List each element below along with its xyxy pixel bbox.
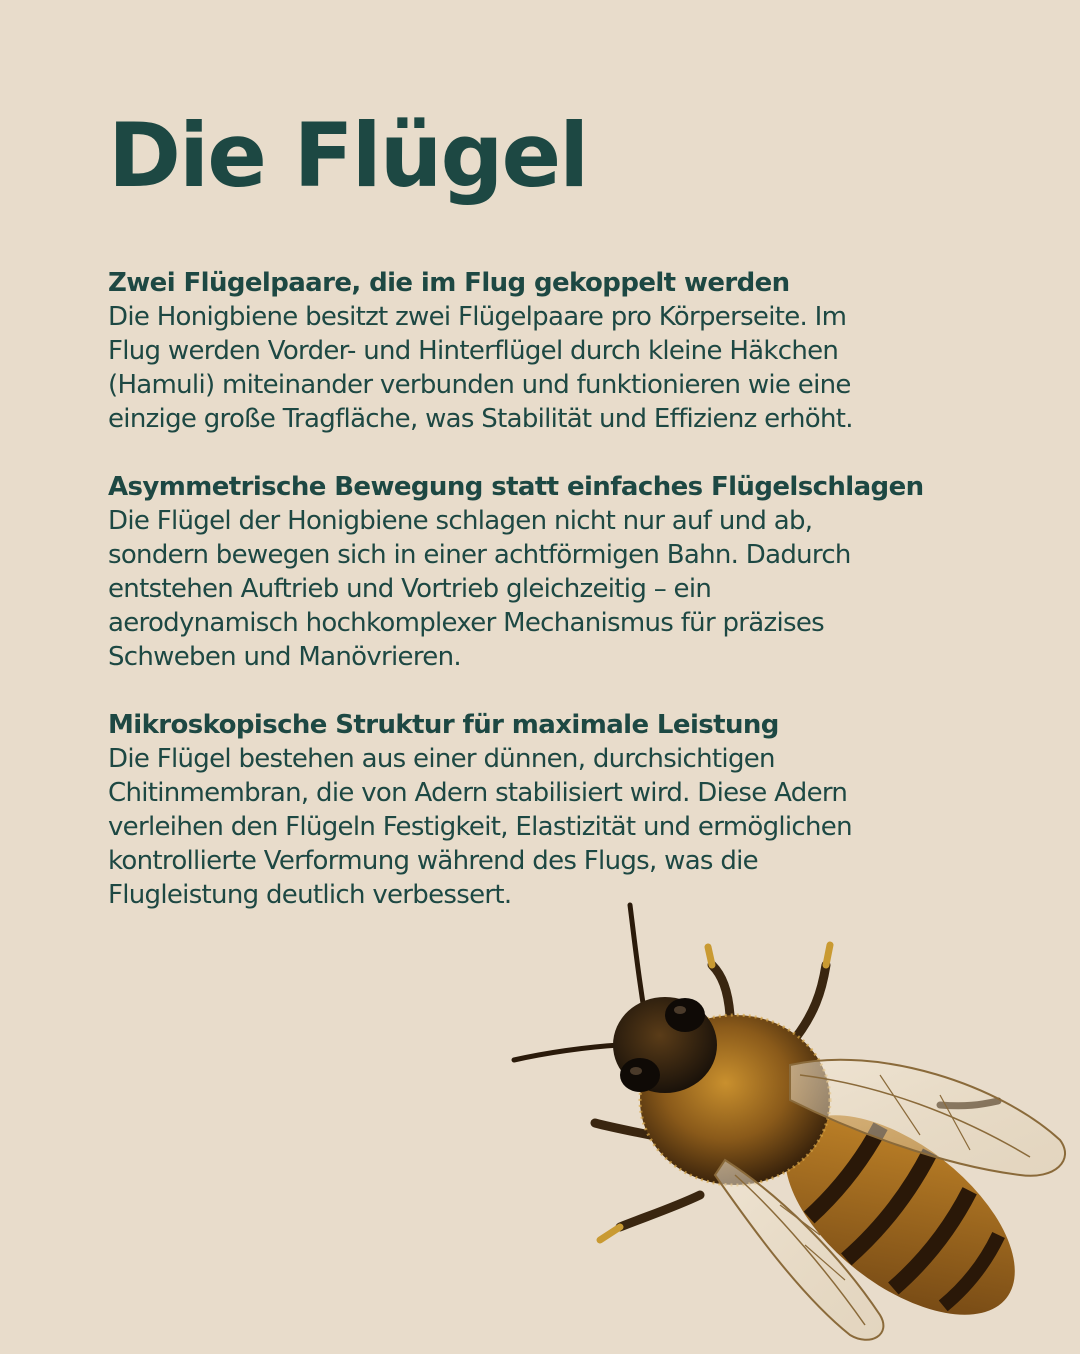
page-title: Die Flügel [108,104,588,207]
section-text [108,742,988,912]
text-line: Die Flügel der Honigbiene schlagen nicht nur auf und ab, [108,506,813,536]
section-wing-pairs [108,266,988,436]
section-text [108,300,988,436]
text-line: Die Flügel bestehen aus einer dünnen, durchsichtigen [108,744,775,774]
section-asymmetric-motion [108,470,988,674]
text-line: Die Honigbiene besitzt zwei Flügelpaare pro Körperseite. Im [108,302,847,332]
section-text [108,504,988,674]
text-line: Chitinmembran, die von Adern stabilisiert wird. Diese Adern [108,778,848,808]
section-heading: Mikroskopische Struktur für maximale Leistung [108,710,779,740]
text-line: einzige große Tragfläche, was Stabilität und Effizienz erhöht. [108,404,853,434]
content-body [108,266,988,946]
text-line: Flug werden Vorder- und Hinterflügel durch kleine Häkchen [108,336,839,366]
text-line: entstehen Auftrieb und Vortrieb gleichzeitig – ein [108,574,712,604]
honeybee-illustration-icon [500,895,1080,1350]
section-heading: Zwei Flügelpaare, die im Flug gekoppelt werden [108,268,790,298]
text-line: kontrollierte Verformung während des Flugs, was die [108,846,758,876]
section-microstructure [108,708,988,912]
text-line: sondern bewegen sich in einer achtförmigen Bahn. Dadurch [108,540,851,570]
text-line: aerodynamisch hochkomplexer Mechanismus für präzises [108,608,824,638]
text-line: Schweben und Manövrieren. [108,642,461,672]
text-line: verleihen den Flügeln Festigkeit, Elastizität und ermöglichen [108,812,852,842]
section-heading: Asymmetrische Bewegung statt einfaches Flügelschlagen [108,472,924,502]
text-line: Flugleistung deutlich verbessert. [108,880,512,910]
text-line: (Hamuli) miteinander verbunden und funktionieren wie eine [108,370,851,400]
